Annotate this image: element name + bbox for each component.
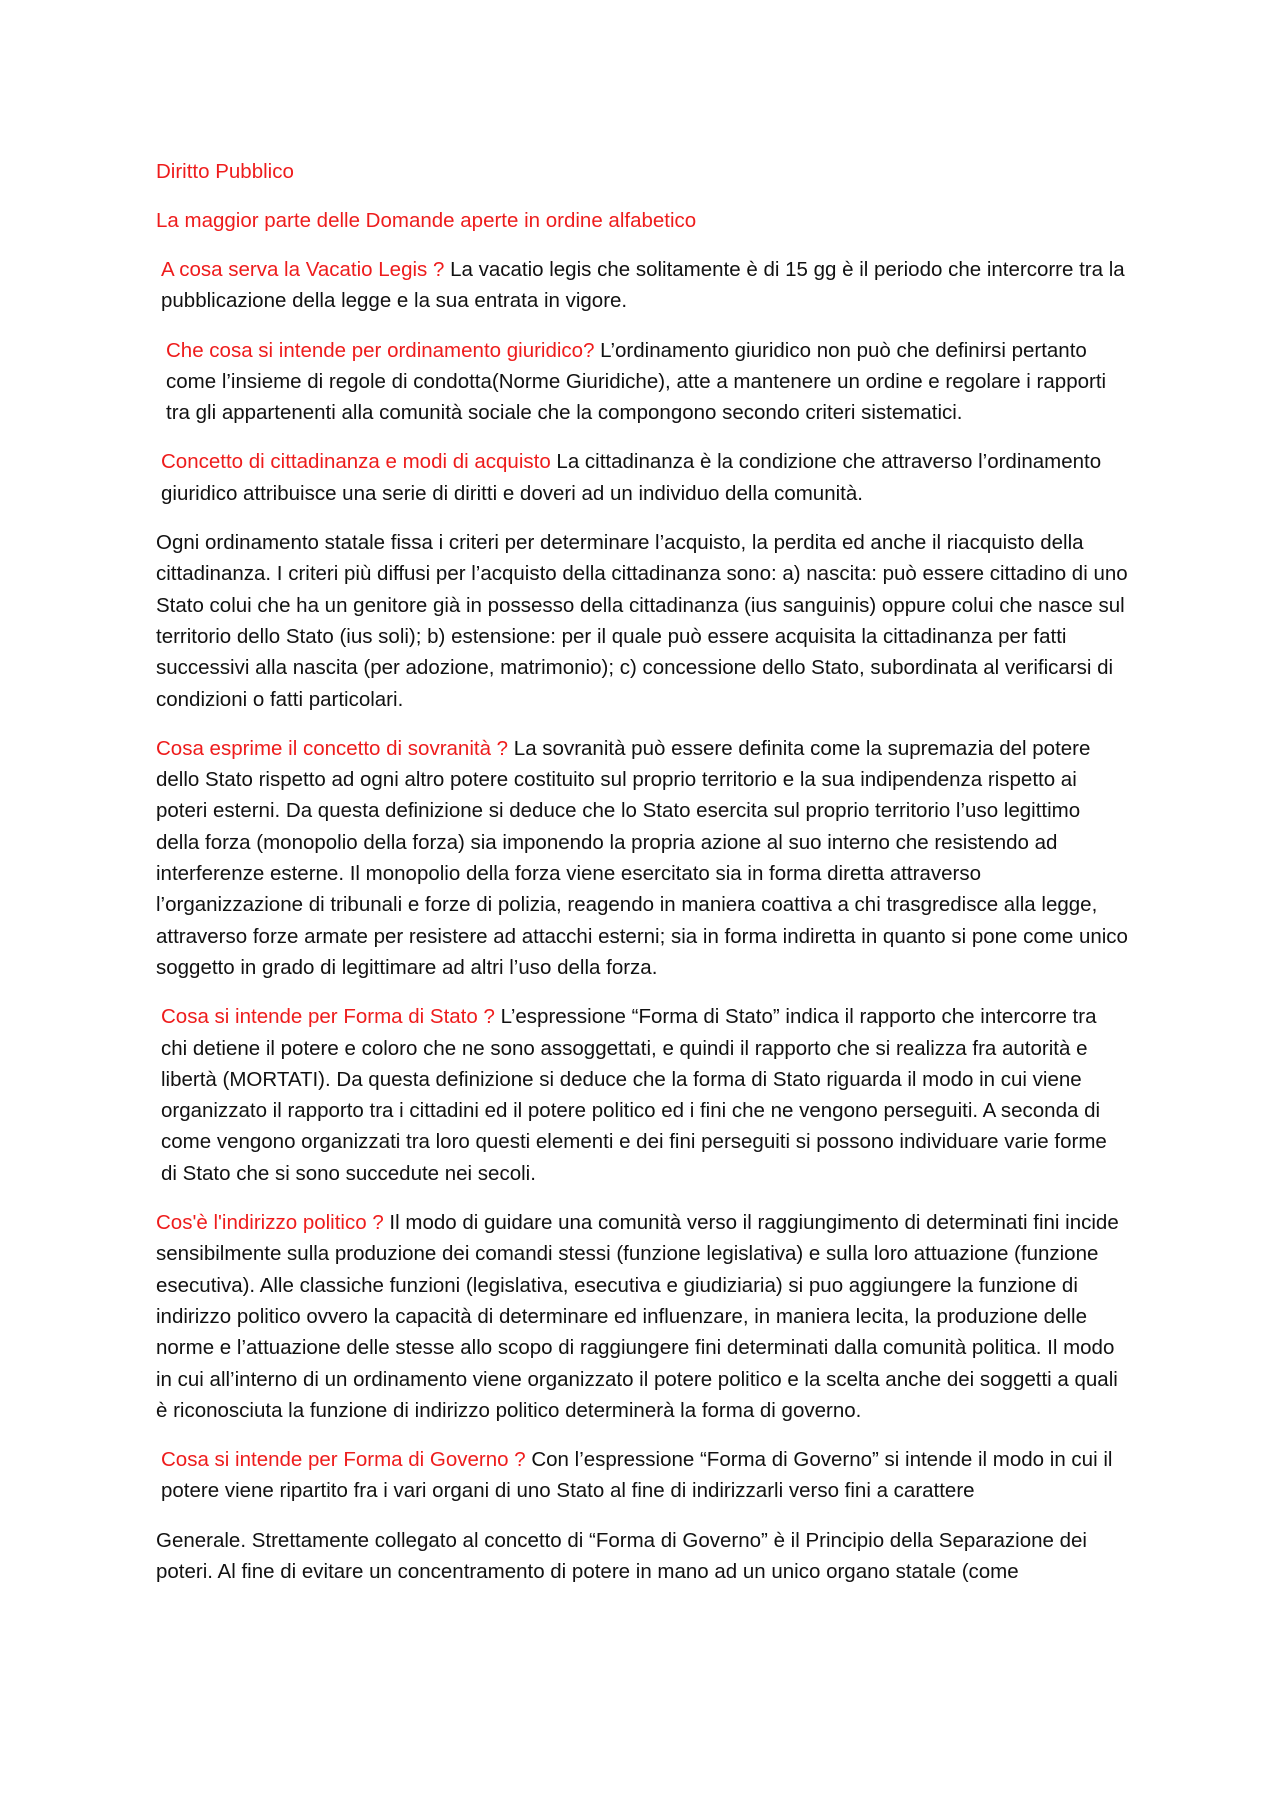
answer-text: Ogni ordinamento statale fissa i criteri per determinare l’acquisto, la perdita ed anche il riacquisto della cittadinanza. I criteri più diffusi per l’acquisto della cittadinanza sono: a) nascita: può essere cittadino di uno Stato colui che ha un genitore già in possesso della cittadinanza (ius sanguinis) oppure colui che nasce sul territorio dello Stato (ius soli); b) estensione: per il quale può essere acquisita la cittadinanza per fatti successivi alla nascita (per adozione, matrimonio); c) concessione dello Stato, subordinata al verificarsi di condizioni o fatti particolari. xyxy=(156,531,1128,711)
answer-text: La vacatio legis che solitamente è di 15 gg è il periodo che intercorre tra la pubblicazione della legge e la sua entrata in vigore. xyxy=(161,258,1125,313)
question-text: Cosa si intende per Forma di Stato ? xyxy=(161,1005,495,1029)
answer-text: L’ordinamento giuridico non può che definirsi pertanto come l’insieme di regole di condotta(Norme Giuridiche), atte a mantenere un ordine e regolare i rapporti tra gli appartenenti alla comunità sociale che la compongono secondo criteri sistematici. xyxy=(166,338,1107,425)
question-text: Concetto di cittadinanza e modi di acquisto xyxy=(161,450,551,474)
question-text: Cosa si intende per Forma di Governo ? xyxy=(161,1448,526,1472)
document-subtitle: La maggior parte delle Domande aperte in ordine alfabetico xyxy=(156,209,697,232)
paragraph-separazione-poteri xyxy=(156,1525,1128,1588)
question-text: Cos'è l'indirizzo politico ? xyxy=(156,1211,384,1235)
answer-text: L’espressione “Forma di Stato” indica il rapporto che intercorre tra chi detiene il potere e coloro che ne sono assoggettati, e quindi il rapporto che si realizza fra autorità e libertà (MORTATI). Da questa definizione si deduce che la forma di Stato riguarda il modo in cui viene organizzato il rapporto tra i cittadini ed il potere politico ed i fini che ne vengono perseguiti. A seconda di come vengono organizzati tra loro questi elementi e dei fini perseguiti si possono individuare varie forme di Stato che si sono succedute nei secoli. xyxy=(161,1005,1107,1185)
answer-text: La sovranità può essere definita come la supremazia del potere dello Stato rispetto ad ogni altro potere costituito sul proprio territorio e la sua indipendenza rispetto ai poteri esterni. Da questa definizione si deduce che lo Stato esercita sul proprio territorio l’uso legittimo della forza (monopolio della forza) sia imponendo la propria azione al suo interno che resistendo ad interferenze esterne. Il monopolio della forza viene esercitato sia in forma diretta attraverso l’organizzazione di tribunali e forze di polizia, reagendo in maniera coattiva a chi trasgredisce alla legge, attraverso forze armate per resistere ad attacchi esterni; sia in forma indiretta in quanto si pone come unico soggetto in grado di legittimare ad altri l’uso della forza. xyxy=(156,736,1128,979)
answer-text: Generale. Strettamente collegato al concetto di “Forma di Governo” è il Principio della Separazione dei poteri. Al fine di evitare un concentramento di potere in mano ad un unico organo statale (come xyxy=(156,1528,1087,1583)
paragraph-ordinamento-giuridico xyxy=(156,335,1128,429)
paragraph-vacatio-legis xyxy=(156,254,1128,317)
question-text: A cosa serva la Vacatio Legis ? xyxy=(161,258,445,281)
paragraph-indirizzo-politico xyxy=(156,1207,1128,1426)
paragraph-forma-di-governo xyxy=(156,1444,1128,1507)
paragraph-cittadinanza xyxy=(156,446,1128,509)
answer-text: Con l’espressione “Forma di Governo” si intende il modo in cui il potere viene ripartito fra i vari organi di uno Stato al fine di indirizzarli verso fini a carattere xyxy=(161,1448,1113,1503)
answer-text: La cittadinanza è la condizione che attraverso l’ordinamento giuridico attribuisce una serie di diritti e doveri ad un individuo della comunità. xyxy=(161,450,1102,505)
answer-text: Il modo di guidare una comunità verso il raggiungimento di determinati fini incide sensibilmente sulla produzione dei comandi stessi (funzione legislativa) e sulla loro attuazione (funzione esecutiva). Alle classiche funzioni (legislativa, esecutiva e giudiziaria) si puo aggiungere la funzione di indirizzo politico ovvero la capacità di determinare ed influenzare, in maniera lecita, la produzione delle norme e l’attuazione delle stesse allo scopo di raggiungere fini determinati dalla comunità politica. Il modo in cui all’interno di un ordinamento viene organizzato il potere politico e la scelta anche dei soggetti a quali è riconosciuta la funzione di indirizzo politico determinerà la forma di governo. xyxy=(156,1211,1119,1422)
question-text: Che cosa si intende per ordinamento giuridico? xyxy=(166,338,595,362)
document-page xyxy=(156,156,1128,1605)
question-text: Cosa esprime il concetto di sovranità ? xyxy=(156,736,509,760)
document-title: Diritto Pubblico xyxy=(156,160,294,183)
paragraph-cittadinanza-criteri xyxy=(156,527,1128,715)
paragraph-forma-di-stato xyxy=(156,1001,1128,1189)
paragraph-sovranita xyxy=(156,733,1128,983)
